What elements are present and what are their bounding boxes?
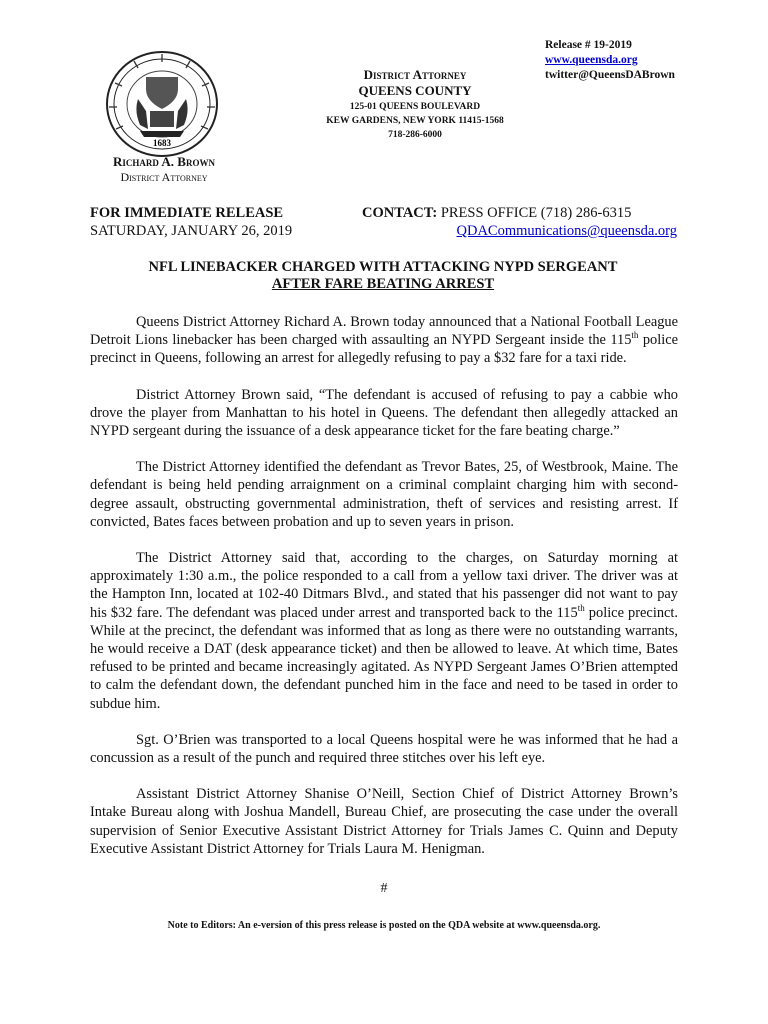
paragraph-3: The District Attorney identified the defendant as Trevor Bates, 25, of Westbrook, Maine. The defendant is being held pending arraignment on a criminal complaint charging him with second-degree assault, obstructing governmental administration, theft of services and resisting arrest. If convicted, Bates faces between probation and up to seven years in prison. [90, 459, 678, 530]
paragraph-4: The District Attorney said that, according to the charges, on Saturday morning at approximately 1:30 a.m., the police responded to a call from a yellow taxi driver. The driver was at the Hampton Inn, located at 102-40 Ditmars Blvd., and stated that his passenger did not want to pay his $32 fare. The defendant was placed under arrest and transported back to the 115th police precinct. While at the precinct, the defendant was informed that as long as there were no outstanding warrants, he would receive a DAT (desk appearance ticket) and then be allowed to leave. At which time, Bates refused to be printed and became increasingly agitated. As NYPD Sergeant James O’Brien attempted to calm the defendant down, the defendant punched him in the face and need to be tased in order to subdue him. [90, 550, 678, 712]
queens-county-seal [104, 49, 220, 159]
paragraph-6: Assistant District Attorney Shanise O’Neill, Section Chief of District Attorney Brown’s Intake Bureau along with Joshua Mandell, Bureau Chief, are prosecuting the case under the overall supervision of Senior Executive Assistant District Attorney for Trials James C. Quinn and Deputy Executive Assistant District Attorney for Trials Laura M. Henigman. [90, 786, 678, 857]
office-address-line2: KEW GARDENS, NEW YORK 11415-1568 [326, 116, 504, 126]
da-signature-block [80, 154, 248, 185]
office-county: QUEENS COUNTY [358, 83, 472, 98]
da-name: Richard A. Brown [113, 154, 215, 169]
release-date: SATURDAY, JANUARY 26, 2019 [90, 223, 293, 239]
contact-block [362, 204, 677, 240]
office-header [290, 67, 540, 142]
da-role: District Attorney [120, 170, 208, 184]
office-title: District Attorney [363, 67, 467, 82]
release-number: Release # 19-2019 [545, 39, 632, 51]
contact-value: PRESS OFFICE (718) 286-6315 [437, 205, 632, 221]
contact-email-link[interactable]: QDACommunications@queensda.org [456, 223, 677, 239]
contact-label: CONTACT: [362, 205, 438, 221]
release-label: FOR IMMEDIATE RELEASE [90, 205, 284, 221]
footer-note: Note to Editors: An e-version of this press release is posted on the QDA website at www.queensda.org. [167, 920, 601, 931]
paragraph-1: Queens District Attorney Richard A. Brown today announced that a National Football League Detroit Lions linebacker has been charged with assaulting an NYPD Sergeant inside the 115th police precinct in Queens, following an arrest for allegedly refusing to pay a $32 fare for a taxi ride. [90, 314, 678, 367]
twitter-handle: twitter@QueensDABrown [545, 69, 675, 81]
release-info [545, 38, 675, 83]
press-release-body [90, 313, 678, 876]
headline [90, 259, 676, 293]
office-address-line1: 125-01 QUEENS BOULEVARD [349, 102, 481, 112]
website-link[interactable]: www.queensda.org [545, 54, 638, 66]
paragraph-5: Sgt. O’Brien was transported to a local Queens hospital were he was informed that he had a concussion as a result of the punch and required three stitches over his left eye. [90, 731, 678, 767]
contact-line [362, 204, 677, 222]
release-status [90, 204, 292, 240]
office-phone: 718-286-6000 [388, 130, 442, 140]
headline-line1: NFL LINEBACKER CHARGED WITH ATTACKING NYPD SERGEANT [148, 259, 618, 275]
end-mark: # [380, 881, 388, 896]
headline-line2: AFTER FARE BEATING ARREST [271, 276, 495, 292]
paragraph-2: District Attorney Brown said, “The defendant is accused of refusing to pay a cabbie who drove the player from Manhattan to his hotel in Queens. The defendant then allegedly attacked an NYPD sergeant during the issuance of a desk appearance ticket for the fare beating charge.” [90, 386, 678, 440]
seal-year: 1683 [153, 138, 171, 148]
